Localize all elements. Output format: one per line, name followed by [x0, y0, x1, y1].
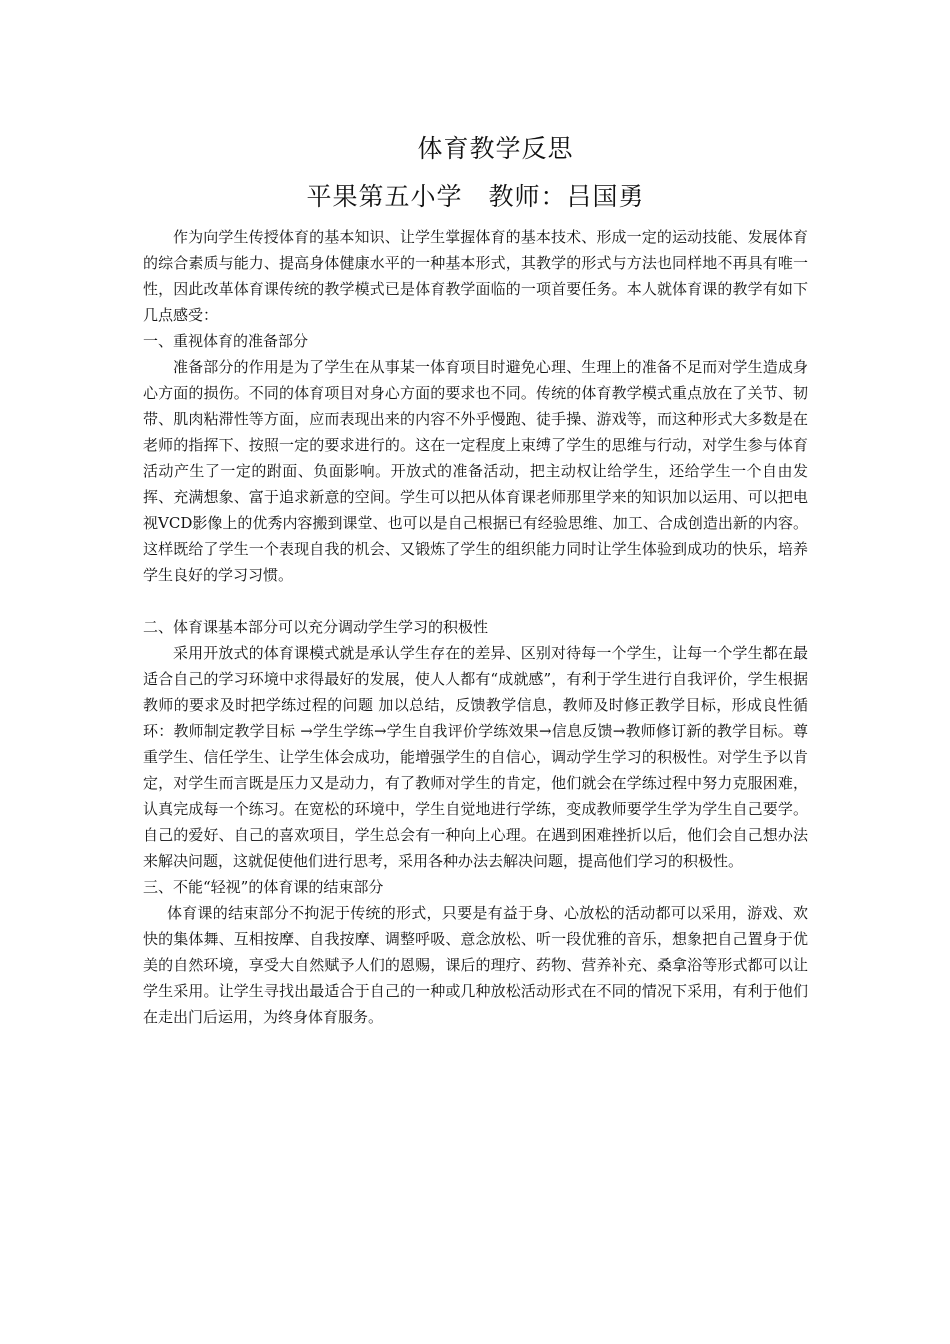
- section-heading-1: 一、重视体育的准备部分: [143, 332, 309, 350]
- section-body-2: 采用开放式的体育课模式就是承认学生存在的差异、区别对待每一个学生，让每一个学生都在最适合自己的学习环境中求得最好的发展，使人人都有“成就感”，有利于学生进行自我评价，学生根据教师的要求及时把学练过程的问题 加以总结，反馈教学信息，教师及时修正教学目标，形成良性循环：教师制定教学目标 →学生学练→学生自我评价学练效果→信息反馈→教师修订新的教学目标。尊重学生、信任学生、让学生体会成功，能增强学生的自信心，调动学生学习的积极性。对学生予以肯定，对学生而言既是压力又是动力，有了教师对学生的肯定，他们就会在学练过程中努力克服困难，认真完成每一个练习。在宽松的环境中，学生自觉地进行学练，变成教师要学生学为学生自己要学。自己的爱好、自己的喜欢项目，学生总会有一种向上心理。在遇到困难挫折以后，他们会自己想办法来解决问题，这就促使他们进行思考，采用各种办法去解决问题，提高他们学习的积极性。: [143, 644, 808, 870]
- section-body-3: 体育课的结束部分不拘泥于传统的形式，只要是有益于身、心放松的活动都可以采用，游戏、欢快的集体舞、互相按摩、自我按摩、调整呼吸、意念放松、听一段优雅的音乐，想象把自己置身于优美的自然环境，享受大自然赋予人们的恩赐，课后的理疗、药物、营养补充、桑拿浴等形式都可以让学生采用。让学生寻找出最适合于自己的一种或几种放松活动形式在不同的情况下采用，有利于他们在走出门后运用，为终身体育服务。: [143, 904, 808, 1026]
- section-body-1: 准备部分的作用是为了学生在从事某一体育项目时避免心理、生理上的准备不足而对学生造成身心方面的损伤。不同的体育项目对身心方面的要求也不同。传统的体育教学模式重点放在了关节、韧带、肌肉粘滞性等方面，应而表现出来的内容不外乎慢跑、徒手操、游戏等，而这种形式大多数是在老师的指挥下、按照一定的要求进行的。这在一定程度上束缚了学生的思维与行动，对学生参与体育活动产生了一定的跗面、负面影响。开放式的准备活动，把主动权让给学生，还给学生一个自由发挥、充满想象、富于追求新意的空间。学生可以把从体育课老师那里学来的知识加以运用、可以把电视VCD影像上的优秀内容搬到课堂、也可以是自己根据已有经验思维、加工、合成创造出新的内容。这样既给了学生一个表现自我的机会、又锻炼了学生的组织能力同时让学生体验到成功的快乐，培养学生良好的学习习惯。: [143, 358, 808, 584]
- intro-paragraph: 作为向学生传授体育的基本知识、让学生掌握体育的基本技术、形成一定的运动技能、发展体育的综合素质与能力、提高身体健康水平的一种基本形式，其教学的形式与方法也同样地不再具有唯一性，因此改革体育课传统的教学模式已是体育教学面临的一项首要任务。本人就体育课的教学有如下几点感受：: [143, 228, 808, 324]
- section-heading-2: 二、体育课基本部分可以充分调动学生学习的积极性: [143, 618, 489, 636]
- document-page: [143, 132, 808, 1030]
- section-spacer: [143, 588, 808, 614]
- section-heading-3: 三、不能“轻视”的体育课的结束部分: [143, 878, 384, 896]
- document-subtitle: 平果第五小学 教师：吕国勇: [306, 182, 645, 211]
- document-title: 体育教学反思: [417, 134, 574, 163]
